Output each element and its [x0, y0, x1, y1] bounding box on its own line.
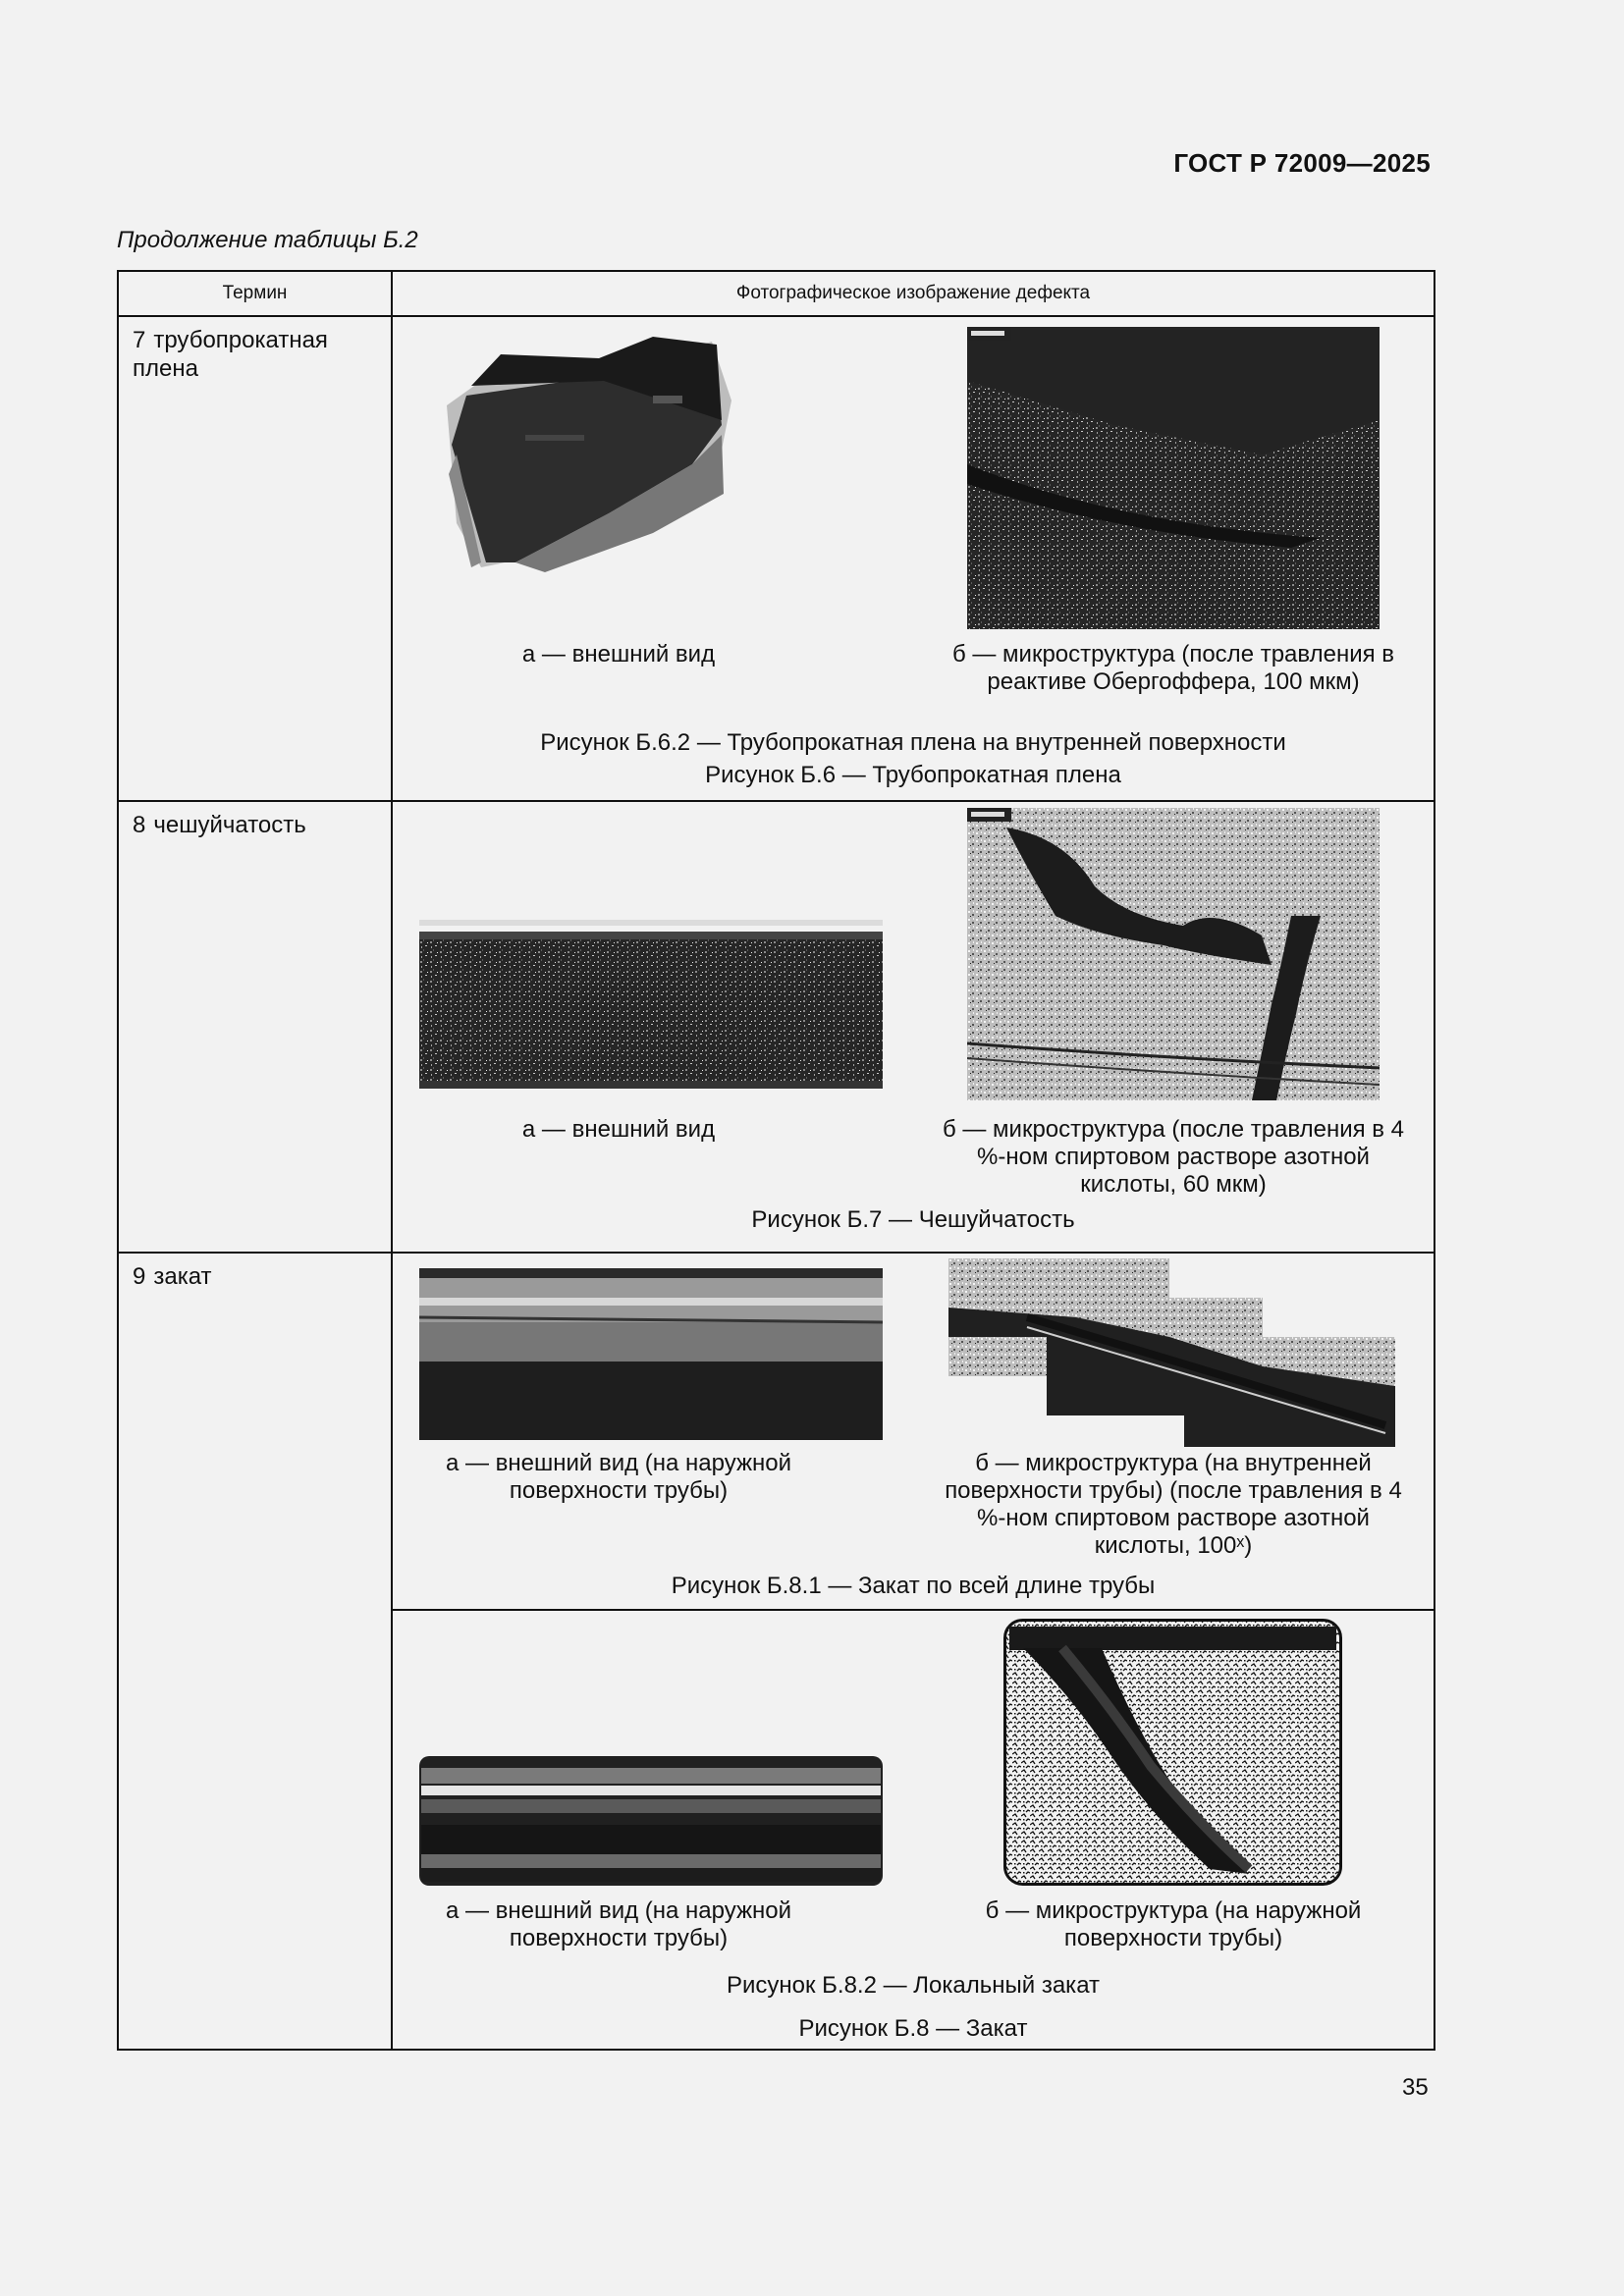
- photo-microstructure-film: [967, 327, 1380, 629]
- photo-cell: [392, 801, 1435, 1253]
- document-code: ГОСТ Р 72009—2025: [1173, 148, 1431, 178]
- figure-title-main: Рисунок Б.6 — Трубопрокатная плена: [705, 762, 1121, 789]
- term-cell: [118, 801, 392, 1253]
- term-number: 8: [133, 812, 146, 839]
- term-name: трубопрокатная плена: [133, 327, 328, 383]
- column-header-photo: Фотографическое изображение дефекта: [392, 271, 1435, 316]
- figure-title-main: Рисунок Б.8 — Закат: [798, 2014, 1028, 2042]
- term-cell: [118, 1253, 392, 2050]
- figure-title-main: Рисунок Б.7 — Чешуйчатость: [751, 1206, 1075, 1234]
- column-header-term: Термин: [118, 271, 392, 316]
- caption-b: б — микроструктура (на внутренней поверхности трубы) (после травления в 4 %-ном спиртовом растворе азотной кислоты, 100ˣ): [945, 1450, 1402, 1560]
- photo-cell: [392, 1610, 1435, 2050]
- term-number: 9: [133, 1263, 146, 1291]
- term-name: закат: [153, 1263, 212, 1291]
- photo-cell: [392, 1253, 1435, 1610]
- figure-title: Рисунок Б.8.2 — Локальный закат: [726, 1971, 1101, 1999]
- photo-microstructure-scaling: [967, 808, 1380, 1100]
- caption-a: а — внешний вид: [521, 1116, 716, 1144]
- photo-microstructure-lap: [948, 1258, 1400, 1447]
- caption-a: а — внешний вид (на наружной поверхности трубы): [445, 1896, 792, 1951]
- caption-b: б — микроструктура (на наружной поверхности трубы): [985, 1896, 1362, 1951]
- caption-a: а — внешний вид: [521, 641, 716, 668]
- defects-table: [117, 270, 1435, 2051]
- table-continuation-label: Продолжение таблицы Б.2: [117, 227, 418, 253]
- table-row: [118, 1253, 1435, 1610]
- photo-external-view-local-lap: [419, 1756, 883, 1886]
- caption-b: б — микроструктура (после травления в реактиве Обергоффера, 100 мкм): [951, 641, 1395, 696]
- caption-a: а — внешний вид (на наружной поверхности трубы): [445, 1450, 792, 1505]
- table-row: [118, 316, 1435, 801]
- table-header-row: [118, 271, 1435, 316]
- term-name: чешуйчатость: [153, 812, 306, 839]
- figure-title: Рисунок Б.8.1 — Закат по всей длине трубы: [671, 1573, 1156, 1600]
- table-row: [118, 801, 1435, 1253]
- figure-title: Рисунок Б.6.2 — Трубопрокатная плена на внутренней поверхности: [540, 729, 1286, 757]
- term-cell: [118, 316, 392, 801]
- photo-external-view-scaling: [419, 920, 883, 1092]
- photo-external-view-film: [427, 327, 741, 626]
- photo-cell: [392, 316, 1435, 801]
- term-number: 7: [133, 327, 146, 354]
- photo-microstructure-local-lap: [1003, 1619, 1342, 1886]
- photo-external-view-lap: [419, 1268, 883, 1440]
- caption-b: б — микроструктура (после травления в 4 %-ном спиртовом растворе азотной кислоты, 60 мкм): [942, 1116, 1405, 1199]
- page-number: 35: [1402, 2074, 1429, 2101]
